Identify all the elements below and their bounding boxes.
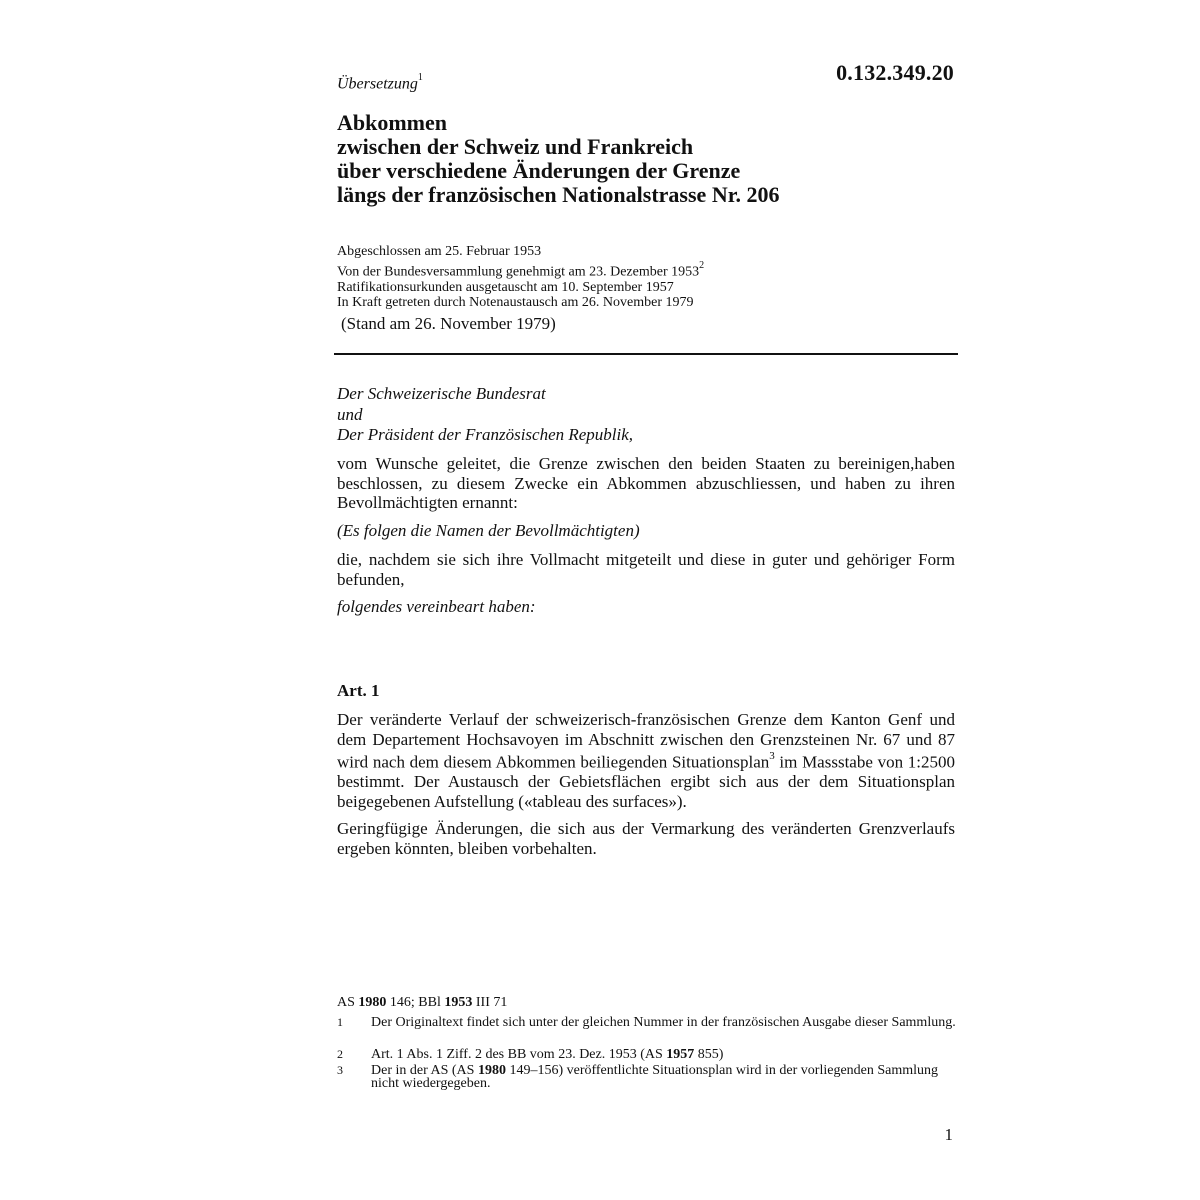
- ratification-date: Ratifikationsurkunden ausgetauscht am 10. September 1957: [337, 279, 674, 295]
- header-divider: [334, 353, 958, 355]
- preamble-and: und: [337, 405, 363, 424]
- enactment-metadata: [337, 244, 704, 311]
- article-paragraph: Der veränderte Verlauf der schweizerisch-französischen Grenze dem Kanton Genf und dem Departement Hochsavoyen im Abschnitt zwischen den Grenzsteinen Nr. 67 und 87 wird nach dem diesem Abkommen beiliegenden Situationsplan$^3$ im Massstabe von 1:2500 bestimmt. Der Austausch der Gebietsflächen ergibt sich aus der dem Situationsplan beigegebenen Aufstellung («tableau des surfaces»).: [337, 710, 955, 811]
- footnote-number: 1: [337, 1015, 343, 1029]
- title-line: Abkommen: [337, 110, 448, 135]
- footnote-ref[interactable]: 1: [417, 72, 423, 83]
- sr-number: 0.132.349.20: [836, 60, 954, 85]
- footnote-text: Der in der AS (AS 1980 149–156) veröffentlichte Situationsplan wird in der vorliegenden Sammlung nicht wiedergegeben.: [371, 1063, 939, 1091]
- article-paragraph: Geringfügige Änderungen, die sich aus der Vermarkung des veränderten Grenzverlaufs ergeben könnten, bleiben vorbehalten.: [337, 819, 955, 858]
- preamble-agreed: folgendes vereinbeart haben:: [337, 597, 536, 616]
- translation-label: Übersetzung$^1$: [337, 72, 423, 93]
- footnote: [337, 1016, 957, 1029]
- preamble-wish: vom Wunsche geleitet, die Grenze zwischen den beiden Staaten zu bereinigen,haben beschlossen, zu diesem Zwecke ein Abkommen abzuschliessen, und haben zu ihren Bevollmächtigten ernannt:: [337, 454, 955, 512]
- footnote-number: 2: [337, 1047, 343, 1061]
- in-force-date: In Kraft getreten durch Notenaustausch am 26. November 1979: [337, 295, 694, 311]
- preamble-party-1: Der Schweizerische Bundesrat: [337, 384, 546, 403]
- status-date: (Stand am 26. November 1979): [341, 314, 556, 333]
- concluded-date: Abgeschlossen am 25. Februar 1953: [337, 244, 542, 259]
- footnote-text: Art. 1 Abs. 1 Ziff. 2 des BB vom 23. Dez. 1953 (AS 1957 855): [371, 1047, 724, 1062]
- article-heading: Art. 1: [337, 681, 380, 700]
- approved-date: Von der Bundesversammlung genehmigt am 23. Dezember 1953$^2$: [337, 259, 705, 280]
- title-line: über verschiedene Änderungen der Grenze: [337, 158, 741, 183]
- preamble-credentials: die, nachdem sie sich ihre Vollmacht mitgeteilt und diese in guter und gehöriger Form befunden,: [337, 550, 955, 589]
- footnote-ref[interactable]: 3: [769, 750, 775, 762]
- footnote-ref[interactable]: 2: [699, 259, 705, 271]
- title-line: längs der französischen Nationalstrasse Nr. 206: [337, 182, 780, 207]
- preamble-names: (Es folgen die Namen der Bevollmächtigten): [337, 521, 640, 540]
- page-number: 1: [944, 1125, 953, 1144]
- preamble-party-2: Der Präsident der Französischen Republik,: [337, 425, 634, 444]
- footnote-number: 3: [337, 1063, 343, 1077]
- footnote-text: Der Originaltext findet sich unter der gleichen Nummer in der französischen Ausgabe dieser Sammlung.: [371, 1015, 956, 1030]
- title-line: zwischen der Schweiz und Frankreich: [337, 134, 694, 159]
- footnote: [337, 1064, 957, 1090]
- source-reference: AS 1980 146; BBl 1953 III 71: [337, 995, 508, 1010]
- footnote: [337, 1048, 957, 1061]
- document-title: [337, 111, 779, 207]
